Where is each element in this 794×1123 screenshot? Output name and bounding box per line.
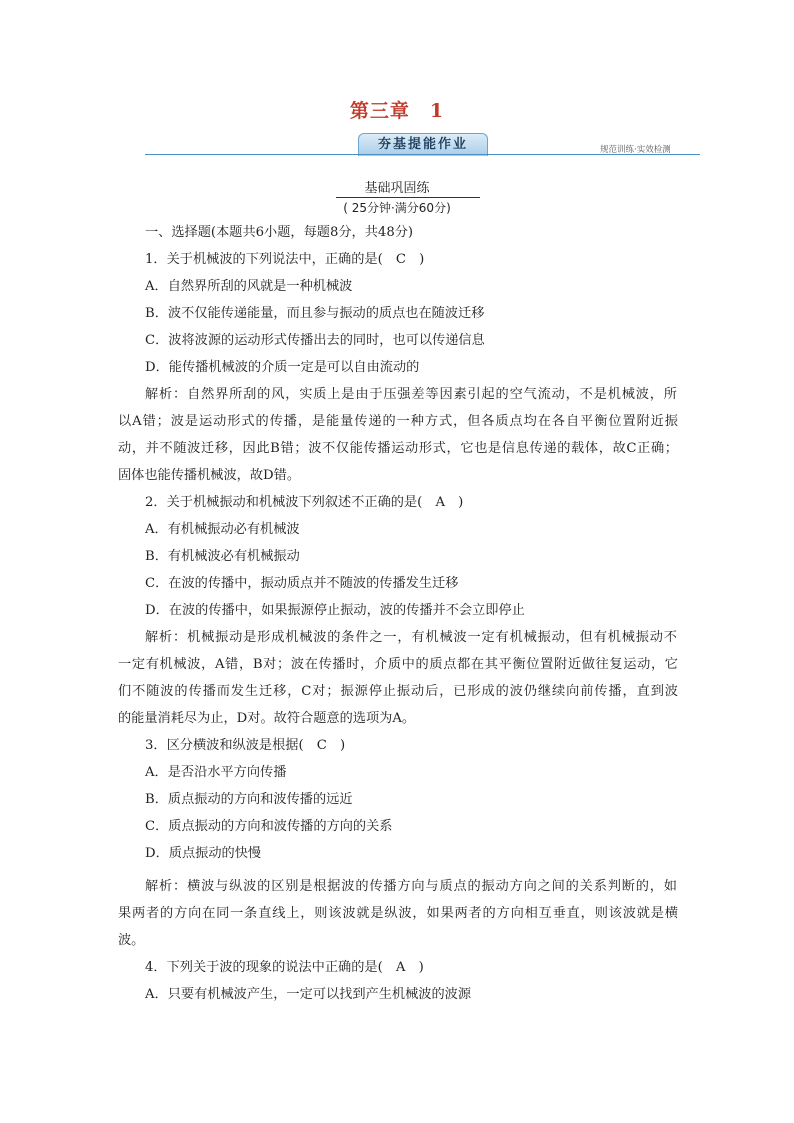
q3-option-c: C．质点振动的方向和波传播的方向的关系 [145, 819, 393, 834]
q1-option-b: B．波不仅能传递能量，而且参与振动的质点也在随波迁移 [145, 306, 485, 321]
q2-explanation-line: 们不随波的传播而发生迁移，C对；振源停止振动后，已形成的波仍继续向前传播，直到波 [118, 684, 678, 699]
question-3: 3．区分横波和纵波是根据( C ) [145, 738, 346, 753]
question-2: 2．关于机械振动和机械波下列叙述不正确的是( A ) [145, 495, 464, 510]
q2-explanation-line: 一定有机械波，A错，B对；波在传播时，介质中的质点都在其平衡位置附近做往复运动，它 [118, 657, 678, 672]
chapter-title: 第三章 1 [349, 100, 445, 122]
q3-option-b: B．质点振动的方向和波传播的远近 [145, 792, 353, 807]
q3-option-d: D．质点振动的快慢 [145, 846, 262, 861]
q1-option-a: A．自然界所刮的风就是一种机械波 [145, 279, 353, 294]
q2-option-c: C．在波的传播中，振动质点并不随波的传播发生迁移 [145, 576, 459, 591]
q1-option-c: C．波将波源的运动形式传播出去的同时，也可以传递信息 [145, 333, 485, 348]
section-heading: 一、选择题(本题共6小题，每题8分，共48分) [145, 225, 414, 240]
section-title: 基础巩固练 [364, 181, 430, 196]
q1-explanation-line: 以A错；波是运动形式的传播，是能量传递的一种方式，但各质点均在各自平衡位置附近振 [118, 414, 678, 429]
q3-option-a: A．是否沿水平方向传播 [145, 765, 287, 780]
q2-option-d: D．在波的传播中，如果振源停止振动，波的传播并不会立即停止 [145, 603, 525, 618]
q2-explanation-line: 解析：机械振动是形成机械波的条件之一，有机械波一定有机械振动，但有机械振动不 [145, 630, 677, 645]
q3-explanation-line: 果两者的方向在同一条直线上，则该波就是纵波，如果两者的方向相互垂直，则该波就是横 [118, 906, 678, 921]
q2-option-a: A．有机械振动必有机械波 [145, 522, 300, 537]
q1-explanation-line: 固体也能传播机械波，故D错。 [118, 468, 301, 483]
q4-option-a: A．只要有机械波产生，一定可以找到产生机械波的波源 [145, 987, 472, 1002]
banner-tab: 夯基提能作业 [358, 133, 488, 156]
q3-explanation-line: 解析：横波与纵波的区别是根据波的传播方向与质点的振动方向之间的关系判断的，如 [145, 879, 677, 894]
q3-explanation-line: 波。 [118, 933, 145, 948]
section-underline [336, 197, 480, 198]
question-1: 1．关于机械波的下列说法中，正确的是( C ) [145, 252, 425, 267]
q1-explanation-line: 动，并不随波迁移，因此B错；波不仅能传播运动形式，它也是信息传递的载体，故C正确； [118, 441, 678, 456]
q1-option-d: D．能传播机械波的介质一定是可以自由流动的 [145, 360, 420, 375]
q2-option-b: B．有机械波必有机械振动 [145, 549, 300, 564]
section-subtitle: ( 25分钟·满分60分) [343, 201, 451, 215]
q1-explanation-line: 解析：自然界所刮的风，实质上是由于压强差等因素引起的空气流动，不是机械波，所 [145, 387, 677, 402]
banner-tagline: 规范训练·实效检测 [600, 145, 671, 155]
q2-explanation-line: 的能量消耗尽为止，D对。故符合题意的选项为A。 [118, 711, 416, 726]
question-4: 4．下列关于波的现象的说法中正确的是( A ) [145, 960, 424, 975]
